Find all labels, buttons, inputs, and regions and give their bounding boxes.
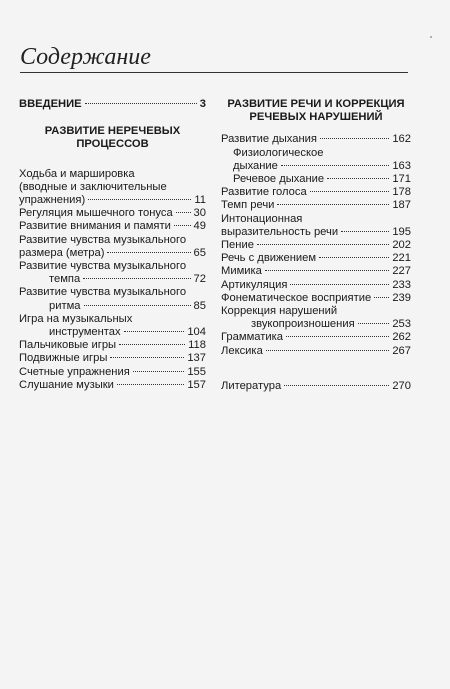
toc-entry[interactable]: Лексика 267 xyxy=(221,344,411,357)
dot-leader xyxy=(85,103,197,104)
section-heading-nonspeech: РАЗВИТИЕ НЕРЕЧЕВЫХ ПРОЦЕССОВ xyxy=(44,125,181,151)
toc-entry[interactable]: Регуляция мышечного тонуса 30 xyxy=(19,207,206,220)
toc-entry[interactable]: Грамматика 262 xyxy=(221,331,411,344)
toc-entry[interactable]: Развитие дыхания 162 xyxy=(221,133,411,146)
toc-entry[interactable]: Речь с движением 221 xyxy=(221,252,411,265)
toc-entry[interactable]: Мимика 227 xyxy=(221,265,411,278)
title-rule xyxy=(20,72,408,73)
toc-entry[interactable]: Счетные упражнения 155 xyxy=(19,365,206,378)
toc-entry[interactable]: Развитие внимания и памяти 49 xyxy=(19,220,206,233)
toc-entry[interactable]: Фонематическое восприятие 239 xyxy=(221,291,411,304)
toc-entry[interactable]: Развитие голоса 178 xyxy=(221,186,411,199)
section-heading-speech: РАЗВИТИЕ РЕЧИ И КОРРЕКЦИЯ РЕЧЕВЫХ НАРУШЕНИЙ xyxy=(227,98,405,124)
toc-entry[interactable]: Артикуляция 233 xyxy=(221,278,411,291)
toc-entry[interactable]: Пение 202 xyxy=(221,239,411,252)
corner-mark xyxy=(430,36,432,38)
toc-entry[interactable]: Подвижные игры 137 xyxy=(19,352,206,365)
right-column xyxy=(221,98,411,393)
page-title: Содержание xyxy=(20,44,151,70)
toc-entry[interactable]: Пальчиковые игры 118 xyxy=(19,339,206,352)
toc-entry[interactable]: Интонационная выразительность речи 195 xyxy=(221,212,411,238)
toc-entry[interactable]: Развитие чувства музыкального ритма 85 xyxy=(19,286,206,312)
toc-entry[interactable]: Развитие чувства музыкального размера (метра) 65 xyxy=(19,233,206,259)
toc-entry[interactable]: Слушание музыки 157 xyxy=(19,378,206,391)
toc-entry[interactable]: Развитие чувства музыкального темпа 72 xyxy=(19,260,206,286)
toc-entry[interactable]: Ходьба и маршировка (вводные и заключительные упражнения) 11 xyxy=(19,167,206,207)
toc-entry[interactable]: Коррекция нарушений звукопроизношения 253 xyxy=(221,305,411,331)
left-column xyxy=(19,98,206,392)
toc-entry-label: ВВЕДЕНИЕ xyxy=(19,98,82,110)
toc-entry[interactable]: Речевое дыхание 171 xyxy=(233,173,411,186)
toc-entry[interactable]: Игра на музыкальных инструментах 104 xyxy=(19,312,206,339)
toc-entry[interactable]: Темп речи 187 xyxy=(221,199,411,212)
toc-entry-literature[interactable]: Литература 270 xyxy=(221,379,411,392)
toc-entry-intro[interactable] xyxy=(19,98,206,111)
toc-page-number: 3 xyxy=(199,98,206,110)
toc-entry[interactable]: Физиологическое дыхание 163 xyxy=(233,146,411,172)
